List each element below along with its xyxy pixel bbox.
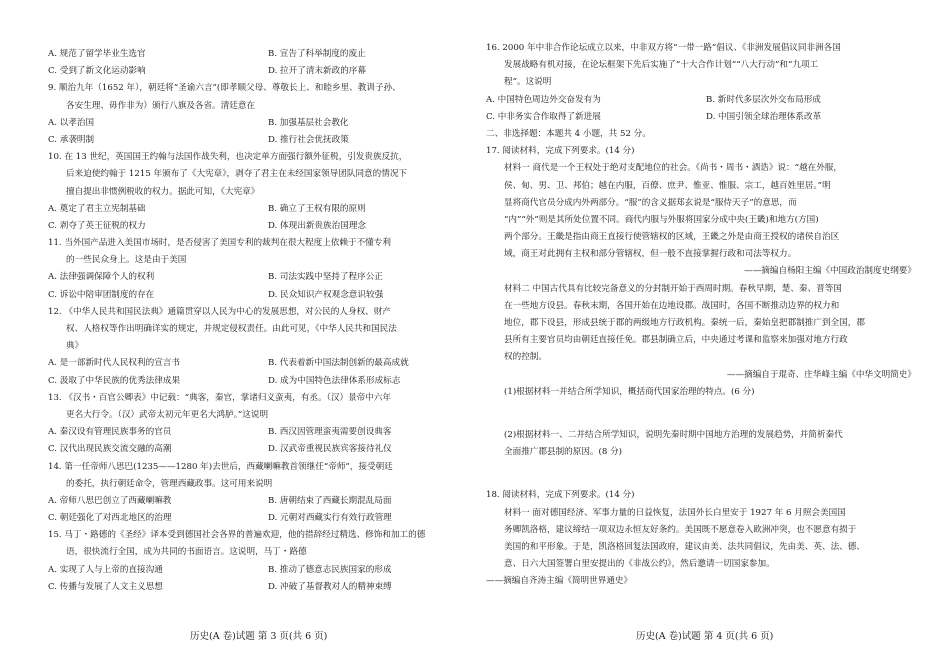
q9-option-c[interactable]: C. 承袭明制 <box>48 134 95 145</box>
q9-option-d[interactable]: D. 推行社会优抚政策 <box>268 134 349 145</box>
page-4-footer: 历史(A 卷)试题 第 4 页(共 6 页) <box>636 631 774 642</box>
q14-stem: 的委托，执行朝廷命令，管理西藏政事。这可用来说明 <box>66 478 273 489</box>
q17-material-2: 县所有主要官员均由朝廷直接任免。郡县制确立后，中央通过考课和监察来加强对地方行政 <box>504 335 848 346</box>
q15-option-b[interactable]: B. 推动了德意志民族国家的形成 <box>268 564 392 575</box>
q16-option-c[interactable]: C. 中非务实合作取得了新进展 <box>486 111 601 122</box>
q13-option-c[interactable]: C. 汉代出现民族交流交融的高潮 <box>48 444 172 455</box>
q16-stem: 程”。这说明 <box>504 77 552 88</box>
q17-material-1: 域，商王对此拥有主权和部分管辖权，但一般不直接掌握行政和司法等权力。 <box>504 249 797 260</box>
q15-stem: 15. 马丁・路德的《圣经》译本受到德国社会各界的普遍欢迎，他的措辞经过精选、修饰和加工的德 <box>48 530 426 541</box>
q8-option-b[interactable]: B. 宣告了科举制度的废止 <box>268 49 366 59</box>
q16-stem: 16. 2000 年中非合作论坛成立以来，中非双方将“一带一路”倡议、《非洲发展倡议同非洲各国 <box>486 43 841 53</box>
q17-material-1: “内”“外”则是其所处位置不同。商代内服与外服将国家分成中央(王畿)和地方(方国) <box>504 214 819 225</box>
q17-heading: 17. 阅读材料，完成下列要求。(14 分) <box>486 146 635 157</box>
q16-options <box>486 109 926 126</box>
q14-option-a[interactable]: A. 帝师八思巴创立了西藏喇嘛教 <box>48 495 172 506</box>
q8-option-d[interactable]: D. 拉开了清末新政的序幕 <box>268 66 366 77</box>
q12-option-c[interactable]: C. 汲取了中华民族的优秀法律成果 <box>48 375 181 386</box>
q9-option-b[interactable]: B. 加强基层社会教化 <box>268 117 349 128</box>
q16-options <box>486 92 926 109</box>
q16-option-a[interactable]: A. 中国特色周边外交奋发有为 <box>486 94 601 105</box>
q14-option-b[interactable]: B. 唐朝结束了西藏长期混乱局面 <box>268 495 392 506</box>
q10-option-b[interactable]: B. 确立了王权有限的原则 <box>268 203 366 214</box>
q17-question-2: (2)根据材料一、二并结合所学知识，说明先秦时期中国地方治理的发展趋势，并简析秦代 <box>504 429 843 440</box>
q12-stem: 典》 <box>66 341 84 352</box>
q18-material-1: 材料一 面对德国经济、军事力量的日益恢复，法国外长白里安于 1927 年 6 月照会美国国 <box>504 507 846 518</box>
q15-options <box>48 562 488 579</box>
q12-option-b[interactable]: B. 代表着新中国法制创新的最高成就 <box>268 358 409 369</box>
q17-material-1: 显将商代官员分成内外两部分。“服”的含义据郑玄说是“服侍天子”的意思，而 <box>504 197 797 208</box>
q13-option-d[interactable]: D. 汉武帝重视民族宾客接待礼仪 <box>268 444 392 455</box>
q11-stem: 11. 当外国产品进入美国市场时，是否侵害了美国专利的裁判在很大程度上依赖于不懂专利 <box>48 238 391 249</box>
q18-material-1: 美国的和平形象。于是，凯洛格回复法国政府，建议由美、法共同倡议，先由美、英、法、德、 <box>504 541 865 552</box>
q10-options <box>48 218 488 235</box>
q17-material-1: 侯、甸、男、卫、邦伯；越在内服，百僚、庶尹、惟亚、惟服、宗工，越百姓里居。”明 <box>504 180 831 191</box>
q14-options <box>48 493 488 510</box>
q12-option-d[interactable]: D. 成为中国特色法律体系形成标志 <box>268 375 401 386</box>
q9-options <box>48 115 488 132</box>
q11-option-d[interactable]: D. 民众知识产权观念意识较强 <box>268 289 384 300</box>
q9-option-a[interactable]: A. 以孝治国 <box>48 117 95 128</box>
q14-option-d[interactable]: D. 元朝对西藏实行有效行政管理 <box>268 513 392 524</box>
q17-material-2: 材料二 中国古代具有比较完备意义的分封制开始于西周时期。春秋早期，楚、秦、晋等国 <box>504 283 842 294</box>
q17-material-1: 材料一 商代是一个王权处于绝对支配地位的社会。《尚书・周书・酒诰》说：“越在外服， <box>504 163 842 174</box>
page-4 <box>486 40 926 590</box>
q15-stem: 语，很快流行全国，成为共同的书面语言。这说明，马丁・路德 <box>66 547 307 558</box>
q15-options <box>48 579 488 596</box>
q10-stem: 10. 在 13 世纪，英国国王约翰与法国作战失利，也决定单方面强行额外征税，引发贵族反抗， <box>48 152 408 163</box>
q8-options <box>48 46 488 63</box>
q16-stem: 发展战略有机对接，在论坛框架下先后实施了“十大合作计划”“八大行动”和“九项工 <box>504 60 819 71</box>
q16-option-b[interactable]: B. 新时代多层次外交布局形成 <box>706 94 821 105</box>
q12-stem: 12. 《中华人民共和国民法典》通篇贯穿以人民为中心的发展思想，对公民的人身权、财产 <box>48 306 391 317</box>
q13-options <box>48 441 488 458</box>
q8-options <box>48 63 488 80</box>
q11-option-a[interactable]: A. 法律强调保障个人的权利 <box>48 272 155 283</box>
q9-options <box>48 132 488 149</box>
q14-option-c[interactable]: C. 朝廷强化了对西北地区的治理 <box>48 513 172 524</box>
q17-material-1: 两个部分。王畿是指由商王直接行使管辖权的区域，王畿之外是由商王授权的诸侯自治区 <box>504 232 840 243</box>
q11-stem: 的一些民众身上。这是由于美国 <box>66 255 187 266</box>
page-3 <box>48 46 488 596</box>
q12-option-a[interactable]: A. 是一部新时代人民权利的宣言书 <box>48 358 180 369</box>
q18-heading: 18. 阅读材料，完成下列要求。(14 分) <box>486 490 635 501</box>
q16-option-d[interactable]: D. 中国引领全球治理体系改革 <box>706 111 822 122</box>
q10-option-c[interactable]: C. 剥夺了英王征税的权力 <box>48 220 146 231</box>
q9-stem: 9. 顺治九年（1652 年），朝廷将“圣谕六言”(即孝顺父母、尊敬长上、和睦乡里、教训子孙、 <box>48 83 401 94</box>
q14-stem: 14. 第一任帝师八思巴(1235——1280 年)去世后，西藏喇嘛教首领继任“帝师”，接受朝廷 <box>48 461 393 472</box>
q13-stem: 更名大行令。（汉）武帝太初元年更名大鸿胪。”这说明 <box>66 409 269 420</box>
q12-options <box>48 355 488 372</box>
q15-option-c[interactable]: C. 传播与发展了人文主义思想 <box>48 581 163 592</box>
section-2-heading: 二、非选择题：本题共 4 小题，共 52 分。 <box>486 128 651 139</box>
q18-material-1: 意、日六大国签署白里安提出的《非战公约》，然后邀请一切国家参加。 <box>504 559 775 570</box>
page-3-footer: 历史(A 卷)试题 第 3 页(共 6 页) <box>190 631 328 642</box>
q8-option-c[interactable]: C. 受到了新文化运动影响 <box>48 66 146 77</box>
q17-material-2-source: ——摘编自于琨奇、庄华峰主编《中华文明简史》 <box>726 369 916 380</box>
q12-options <box>48 373 488 390</box>
q13-option-a[interactable]: A. 秦汉设有管理民族事务的官员 <box>48 427 172 438</box>
q15-option-a[interactable]: A. 实现了人与上帝的直接沟通 <box>48 564 163 575</box>
q17-material-1-source: ——摘编自杨阳主编《中国政治制度史纲要》 <box>744 266 916 277</box>
q9-stem: 各安生理、毋作非为）颁行八旗及各省。清廷意在 <box>66 100 256 111</box>
q8-option-a[interactable]: A. 规范了留学毕业生选官 <box>48 49 146 59</box>
q17-material-2: 权的控制。 <box>504 352 547 363</box>
q10-option-a[interactable]: A. 奠定了君主立宪制基础 <box>48 203 146 214</box>
q15-option-d[interactable]: D. 冲破了基督教对人的精神束缚 <box>268 581 392 592</box>
q11-option-b[interactable]: B. 司法实践中坚持了程序公正 <box>268 272 383 283</box>
q10-option-d[interactable]: D. 体现出新贵族治国理念 <box>268 220 366 231</box>
q10-stem: 后来迫使约翰于 1215 年颁布了《大宪章》，剥夺了君主在未经国家领导团队同意的情况下 <box>66 169 408 180</box>
q17-material-2: 地位，郡下设县，形成县统于郡的两级地方行政机构。秦统一后，秦始皇把郡制推广到全国，郡 <box>504 318 865 328</box>
q10-options <box>48 201 488 218</box>
q13-option-b[interactable]: B. 西汉因管理蛮夷需要创设典客 <box>268 427 392 438</box>
q18-material-1-source: ——摘编自齐涛主编《简明世界通史》 <box>486 576 633 587</box>
q11-option-c[interactable]: C. 诉讼中陪审团制度的存在 <box>48 289 155 300</box>
q17-material-2: 在一些地方设县。春秋末期，各国开始在边地设郡。战国时，各国不断推动边界的权力和 <box>504 300 840 311</box>
q12-stem: 权、人格权等作出明确详实的规定，并规定侵权责任。由此可见，《中华人民共和国民法 <box>66 324 397 334</box>
q14-options <box>48 510 488 527</box>
q17-question-1: (1)根据材料一并结合所学知识，概括商代国家治理的特点。(6 分) <box>504 386 755 397</box>
q18-material-1: 务卿凯洛格，建议缔结一项双边永恒友好条约。美国既不愿意卷入欧洲冲突，也不愿意有损于 <box>504 524 857 535</box>
q11-options <box>48 269 488 286</box>
q11-options <box>48 287 488 304</box>
q10-stem: 擅自提出非惯例税收的权力。据此可知，《大宪章》 <box>66 186 260 197</box>
q17-question-2: 全面推广郡县制的原因。(8 分) <box>504 447 623 458</box>
q13-stem: 13. 《汉书・百官公卿表》中记载：“典客，秦官，掌诸归义蛮夷，有丞。（汉）景帝中六年 <box>48 392 392 403</box>
q13-options <box>48 424 488 441</box>
